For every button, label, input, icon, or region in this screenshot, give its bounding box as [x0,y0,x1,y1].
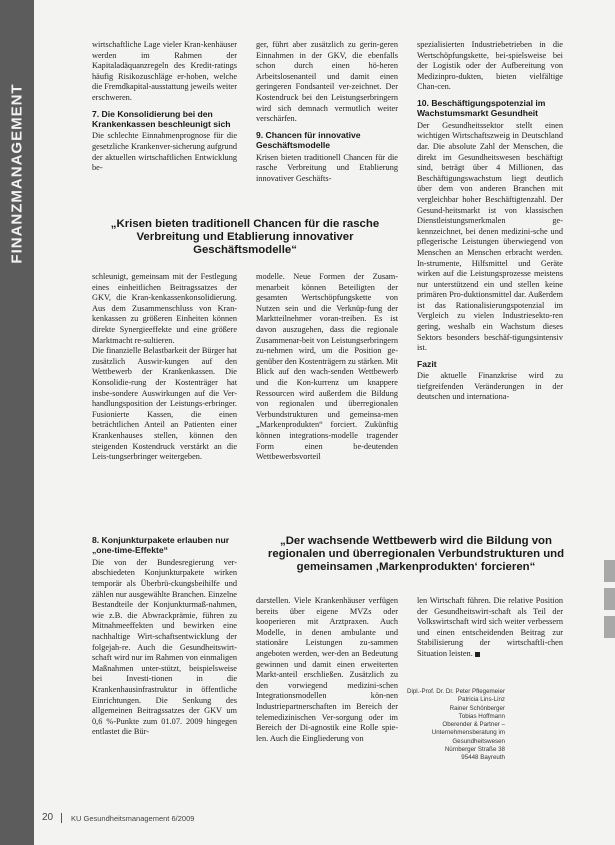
paragraph-text: len Wirtschaft führen. Die relative Position der Gesundheitswirt-schaft als Teil der Volkswirtschaft wird sich weiter verbessern und einen entscheidenden Beitrag zur Stabilisierung der wirtschaftli-chen Situation leisten. [417,596,563,658]
paragraph: Die schlechte Einnahmenprognose für die gesetzliche Krankenver-sicherung aufgrund der aktuellen wirtschaftlichen Entwicklung be- [92,131,237,173]
credit-line: 95448 Bayreuth [461,754,505,762]
pull-quote-2: „Der wachsende Wettbewerb wird die Bildung von regionalen und überregionalen Verbundstrukturen und gemeinsamen ‚Markenprodukten‘ forcieren“ [267,535,565,574]
paragraph: Der Gesundheitssektor stellt einen wichtigen Wirtschaftszweig in Deutschland dar. Die absolute Zahl der Menschen, die direkt im Gesundheitswesen beschäftigt sind, beträgt über 4 Millionen, das Beschäftigungswachstum liegt deutlich über dem von anderen Branchen mit vergleichbar hoher Beschäftigtenzahl. Der Gesund-heitsmarkt ist von klassischen Dienstleistungsmerkmalen ge-kennzeichnet, bei denen medizini-sche und pflegerische Leistungen überwiegend von Menschen an Menschen erbracht werden. In-strumente, Hilfsmittel und Geräte wirken auf die Leistungsprozesse meistens nur unterstützend ein und stellen keine primären Pro-duktionsmittel dar. Außerdem ist das Rationalisierungspotenzial im Vergleich zu vielen Industriesekto-ren gering, weshalb ein Wachstum dieses Sektors besonders beschäf-tigungsintensiv ist. [417,120,563,353]
paragraph: wirtschaftliche Lage vieler Kran-kenhäuser werden im Rahmen der Kapitaladäquanzregeln des Kredit-ratings häufig Risikozuschläge er-hoben, welche die Fremdkapital-ausstattung jeweils weiter erschweren. [92,40,237,102]
column-2-mid [256,272,398,463]
section-sidebar [0,0,38,845]
column-1-mid [92,272,237,463]
credit-line: Nürnberger Straße 38 [444,746,505,754]
paragraph: modelle. Neue Formen der Zusam-menarbeit können Beteiligten der gesamten Wertschöpfungskette von Nutzen sein und die Verknüp-fung der Marktteilnehmer voran-treiben. Es ist davon auszugehen, dass die regionale Zusammenar-beit von Leistungserbringern zu-nehmen wird, um die Position ge-genüber den Kostenträgern zu stärken. Mit Blick auf den wach-senden Wettbewerb und die Kon-kurrenz um knappere Ressourcen wird außerdem die Bildung von regionalen und überregionalen Verbundstrukturen und gemeinsa-men „Markenprodukten“ forciert. Zukünftig können integrations-modelle tragender Form einen be-deutenden Wettbewerbsvorteil [256,272,398,462]
column-2-bottom [256,596,398,744]
credit-line: Dipl.-Prof. Dr. Dr. Peter Pflegemeier [407,688,505,695]
paragraph: darstellen. Viele Krankenhäuser verfügen bereits über eigene MVZs oder kooperieren mit Arztpraxen. Auch Modelle, in denen ambulante und stationäre Leistungen zu-sammen angeboten werden, wer-den an Bedeutung gewinnen und damit einen erweiterten Markt-anteil erschließen. Zusätzlich zu den vorwiegend medizini-schen Integrationsmodellen kön-nen Industriepartnerschaften im Bereich der telemedizinischen Ver-sorgung oder im Bereich der Di-agnostik eine Rolle spie-len. Auch die Eingliederung von [256,596,398,743]
end-mark-icon [475,652,480,657]
paragraph: Die von der Bundesregierung ver-abschiedeten Konjunkturpakete wirken temporär als Überbrü-ckungsbeihilfe und zählen nur ausgewählte Branchen. Einzelne Bestandteile der Konjunkturmaß-nahmen, wie z.B. die Abwrackprämie, führen zu Mitnahmeeffekten und bewirken eine nachhaltige Wirt-schaftsentwicklung der folgejah-re. Auch die Gesundheitswirt-schaft wird nur im Rahmen von einmaligen Maßnahmen unter-stützt, beispielsweise bei Investi-tionen in die Krankenhausinfrastruktur in öffentliche Einrichtungen. Die Senkung des allgemeinen Beitragssatzes der GKV um 0,6 %-Punkte zum 01.07. 2009 hingegen entlastet die Bür- [92,557,237,737]
paragraph: Die finanzielle Belastbarkeit der Bürger hat zusätzlich Auswir-kungen auf den Wettbewerb der Krankenkassen. Die Konsolidie-rung der Kostenträger hat insbe-sondere Auswirkungen auf die Ver-handlungsposition der Leistungs-erbringer. Fusionierte Kassen, die einen beträchtlichen Anteil an Patienten einer Krankenhauses stellen, können den steigenden Kostendruck verstärkt an die Leis-tungserbringer weitergeben. [92,346,237,462]
side-tabs [604,560,615,645]
credit-line: Tobias Hoffmann [458,712,505,720]
section-label-text: FINANZMANAGEMENT [8,82,26,264]
author-credits [407,688,505,763]
section-label [3,78,31,268]
column-2-top [256,40,398,184]
column-1-top [92,40,237,174]
paragraph: ger, führt aber zusätzlich zu gerin-geren Einnahmen in der GKV, die ebenfalls schon durch einen hö-heren Arbeitslosenanteil und damit einen geringeren Fondsanteil ver-zeichnet. Der Kostendruck bei den Leistungserbringern wird sich demnach vermutlich weiter verschärfen. [256,40,398,124]
column-3-top [417,40,563,403]
paragraph [417,596,563,660]
column-3-bottom [417,596,563,660]
credit-line: Patricia Lins-Linz [457,696,505,704]
section-heading-8: 8. Konjunkturpakete erlauben nur „one-time-Effekte“ [92,535,230,556]
section-heading-10: 10. Beschäftigungspotenzial im Wachstumsmarkt Gesundheit [417,97,546,119]
pull-quote-1: „Krisen bieten traditionell Chancen für die rasche Verbreitung und Etablierung innovativer Geschäftsmodelle“ [110,218,380,257]
column-1-bottom [92,530,237,738]
credit-line: Unternehmensberatung im [431,729,505,737]
section-heading-9: 9. Chancen für innovative Geschäftsmodelle [256,129,361,151]
credit-line: Rainer Schönberger [449,704,505,712]
paragraph: schleunigt, gemeinsam mit der Festlegung eines einheitlichen Beitragssatzes der GKV, die Kran-kenkassenkonsolidierung. Aus dem Zusammenschluss von Kran-kenkassen zu größeren Einheiten können direkte Synergieeffekte und eine größere Marktmacht re-sultieren. [92,272,237,345]
paragraph: Die aktuelle Finanzkrise wird zu tiefgreifenden Veränderungen in der deutschen und internationa- [417,371,563,402]
credit-line: Oberender & Partner – [442,721,505,729]
side-tab [604,560,615,582]
paragraph: spezialisierten Industriebetrieben in die Wertschöpfungskette, bei-spielsweise bei der Logistik oder der Aufbereitung von Medizinpro-dukten, bieten vielfältige Chan-cen. [417,40,563,92]
publication-name: KU Gesundheitsmanagement 6/2009 [71,814,195,823]
page-footer [38,812,598,826]
side-tab [604,588,615,610]
section-heading-fazit: Fazit [417,358,437,369]
paragraph: Krisen bieten traditionell Chancen für die rasche Verbreitung und Etablierung innovativer Geschäfts- [256,152,398,183]
section-heading-7: 7. Die Konsolidierung bei den Krankenkassen beschleunigt sich [92,108,231,129]
credit-line: Gesundheitswesen [452,737,505,745]
page-number: 20 [42,812,54,823]
side-tab [604,616,615,638]
footer-divider [61,813,62,823]
